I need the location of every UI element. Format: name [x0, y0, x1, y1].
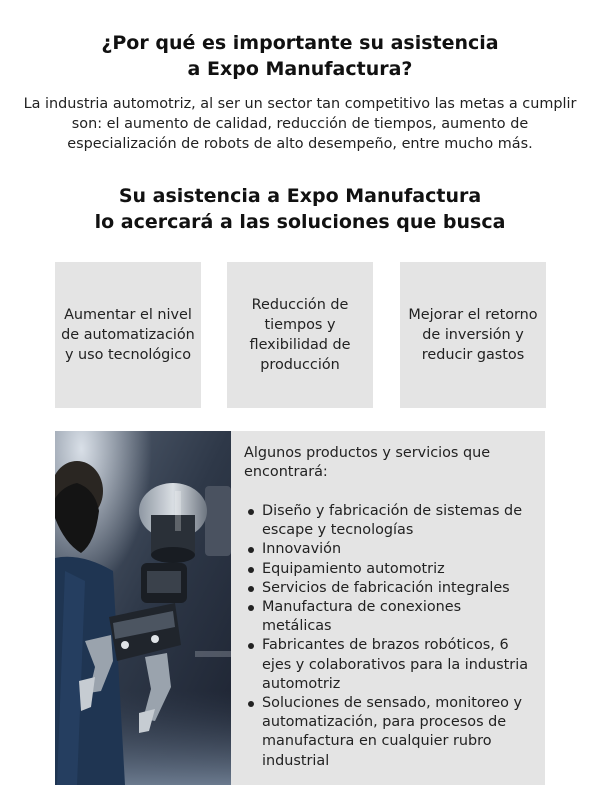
list-item-line: automotriz: [262, 675, 341, 692]
list-item-line: Fabricantes de brazos robóticos, 6: [262, 637, 509, 654]
benefit-line: Aumentar el nivel: [64, 307, 192, 323]
list-item: [244, 502, 544, 540]
intro-line: La industria automotriz, al ser un sector tan competitivo las metas a cumplir: [23, 96, 577, 112]
main-heading-line: ¿Por qué es importante su asistencia: [101, 32, 499, 54]
robot-arm-illustration: [55, 431, 231, 785]
benefit-line: producción: [260, 357, 340, 373]
list-item-line: ejes y colaborativos para la industria: [262, 656, 529, 673]
list-item: [244, 579, 544, 598]
benefit-line: de automatización: [61, 327, 195, 343]
sub-heading-line: Su asistencia a Expo Manufactura: [118, 185, 482, 207]
list-item: [244, 694, 544, 771]
benefit-line: Mejorar el retorno: [408, 307, 538, 323]
main-heading-line: a Expo Manufactura?: [187, 58, 413, 80]
intro-line: especialización de robots de alto desempeño, entre mucho más.: [67, 136, 533, 152]
list-item-line: Innovavión: [262, 541, 342, 558]
benefit-line: de inversión y: [422, 327, 524, 343]
benefit-card-text: [250, 295, 351, 375]
list-item: [244, 560, 544, 579]
benefit-line: y uso tecnológico: [64, 347, 192, 363]
list-item-line: Servicios de fabricación integrales: [262, 579, 510, 596]
products-intro-line: Algunos productos y servicios que: [244, 445, 491, 461]
intro-line: son: el aumento de calidad, reducción de tiempos, aumento de: [71, 116, 529, 132]
products-intro: [244, 444, 539, 482]
benefit-card-text: [408, 305, 537, 365]
list-item-line: Diseño y fabricación de sistemas de: [262, 503, 523, 519]
products-panel: [231, 431, 545, 785]
main-heading: [0, 30, 600, 82]
list-item: [244, 598, 544, 636]
list-item-line: Equipamiento automotriz: [262, 560, 445, 577]
benefit-card-automation: [55, 262, 201, 408]
benefit-card-roi: [400, 262, 546, 408]
robot-arm-photo: [55, 431, 231, 785]
benefit-line: flexibilidad de: [249, 337, 351, 353]
list-item-line: escape y tecnologías: [262, 522, 414, 539]
intro-paragraph: [20, 94, 580, 154]
products-list: [244, 502, 544, 771]
benefit-card-time-reduction: [227, 262, 373, 408]
benefit-line: reducir gastos: [421, 347, 525, 363]
sub-heading: [0, 183, 600, 235]
list-item-line: Manufactura de conexiones: [262, 599, 462, 616]
list-item: [244, 540, 544, 559]
list-item-line: automatización, para procesos de: [262, 714, 507, 731]
sub-heading-line: lo acercará a las soluciones que busca: [94, 211, 506, 233]
benefit-line: Reducción de: [251, 297, 349, 313]
benefit-card-text: [61, 305, 195, 365]
list-item-line: manufactura en cualquier rubro: [262, 733, 492, 750]
list-item-line: metálicas: [262, 618, 332, 635]
list-item-line: industrial: [262, 752, 330, 769]
list-item: [244, 636, 544, 694]
products-intro-line: encontrará:: [244, 464, 328, 481]
list-item-line: Soluciones de sensado, monitoreo y: [262, 695, 522, 712]
benefit-line: tiempos y: [264, 317, 336, 333]
